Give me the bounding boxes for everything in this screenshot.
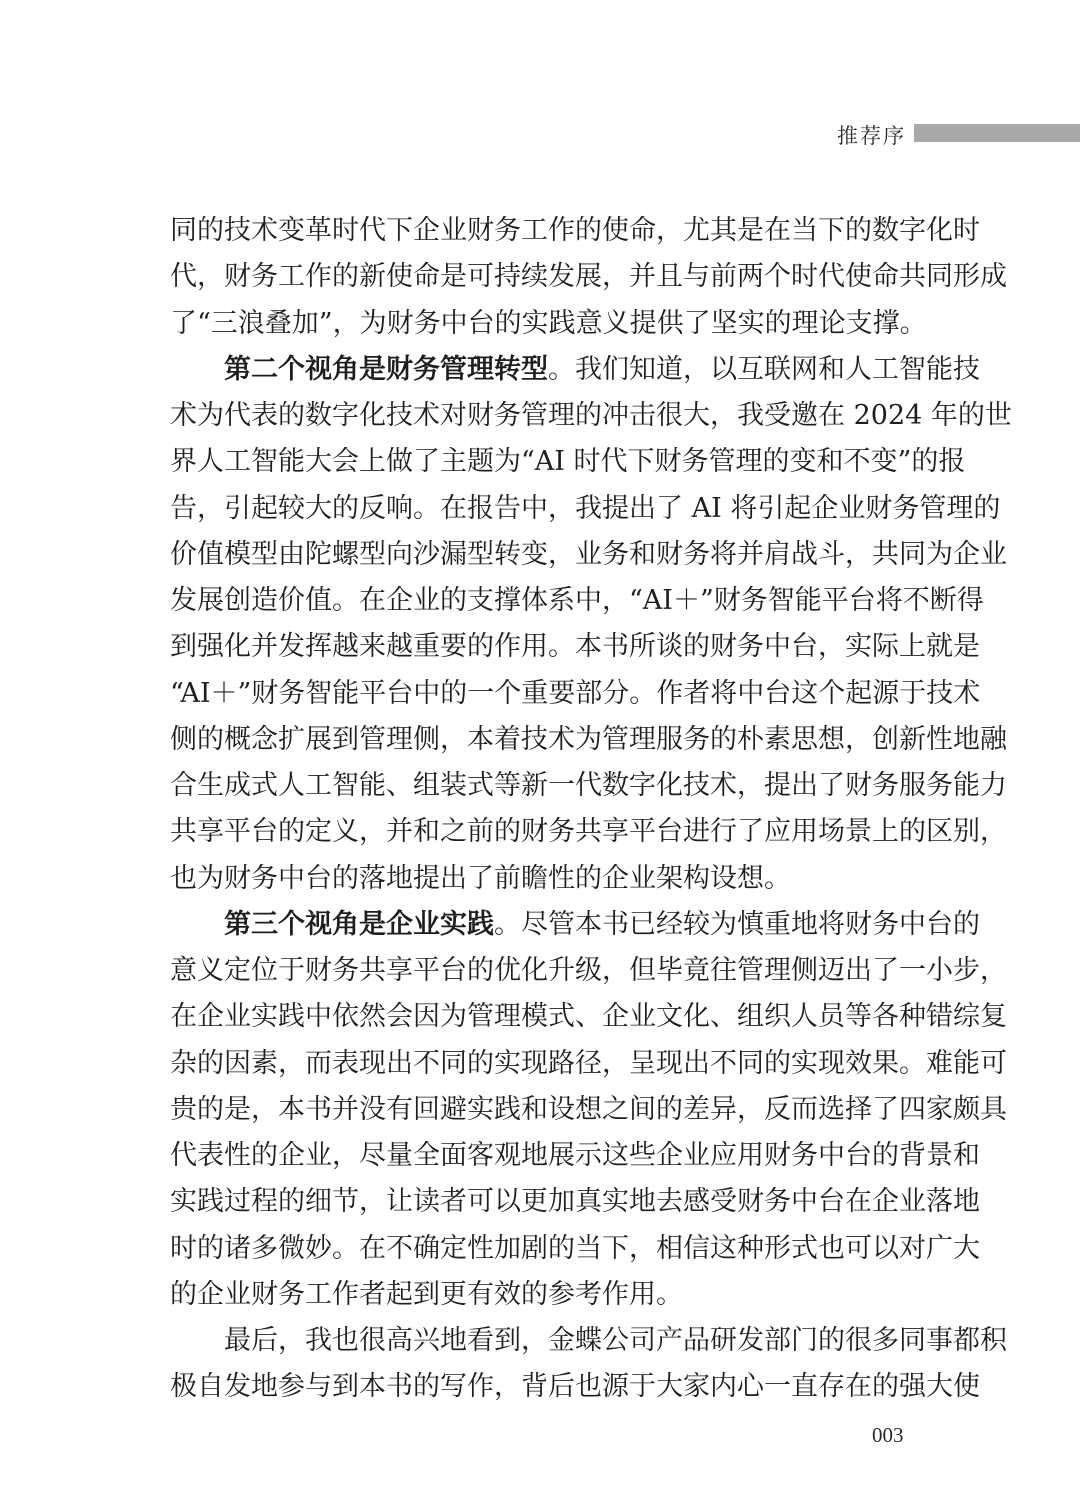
header-decorative-bar: [914, 124, 1080, 142]
text-line: 了“三浪叠加”，为财务中台的实践意义提供了坚实的理论支撑。: [170, 307, 927, 339]
paragraph: [170, 902, 1007, 1318]
text-line: 告，引起较大的反响。在报告中，我提出了 AI 将引起企业财务管理的: [170, 492, 1001, 524]
body-text: [170, 208, 1012, 1411]
paragraph: [170, 208, 1007, 347]
text-line: 第三个视角是企业实践。尽管本书已经较为慎重地将财务中台的: [224, 908, 980, 940]
paragraph-heading: 第二个视角是财务管理转型: [224, 353, 548, 385]
text-line: 同的技术变革时代下企业财务工作的使命，尤其是在当下的数字化时: [170, 215, 980, 246]
section-label: 推荐序: [837, 124, 906, 148]
text-line: 极自发地参与到本书的写作，背后也源于大家内心一直存在的强大使: [170, 1371, 980, 1403]
text-line: 共享平台的定义，并和之前的财务共享平台进行了应用场景上的区别，: [170, 816, 1007, 848]
text-line: 价值模型由陀螺型向沙漏型转变，业务和财务将并肩战斗，共同为企业: [170, 538, 1007, 570]
text-line: 意义定位于财务共享平台的优化升级，但毕竟往管理侧迈出了一小步，: [170, 955, 1007, 986]
text-line: 发展创造价值。在企业的支撑体系中，“AI＋”财务智能平台将不断得: [170, 585, 984, 616]
text-line: 也为财务中台的落地提出了前瞻性的企业架构设想。: [170, 862, 791, 894]
text-line: 侧的概念扩展到管理侧，本着技术为管理服务的朴素思想，创新性地融: [170, 723, 1007, 755]
paragraph: [170, 1318, 1007, 1411]
text-line: 的企业财务工作者起到更有效的参考作用。: [170, 1278, 683, 1310]
text-line: 到强化并发挥越来越重要的作用。本书所谈的财务中台，实际上就是: [170, 631, 980, 663]
text-line: 时的诸多微妙。在不确定性加剧的当下，相信这种形式也可以对广大: [170, 1232, 980, 1264]
paragraph: [170, 347, 1012, 902]
text-line: 第二个视角是财务管理转型。我们知道，以互联网和人工智能技: [224, 353, 980, 385]
text-line: 代表性的企业，尽量全面客观地展示这些企业应用财务中台的背景和: [170, 1140, 980, 1171]
text-line: 在企业实践中依然会因为管理模式、企业文化、组织人员等各种错综复: [170, 1001, 1007, 1033]
text-line: 杂的因素，而表现出不同的实现路径，呈现出不同的实现效果。难能可: [170, 1047, 1007, 1079]
text-line: 界人工智能大会上做了主题为“AI 时代下财务管理的变和不变”的报: [170, 446, 966, 478]
paragraph-heading: 第三个视角是企业实践: [224, 908, 494, 940]
text-line: 实践过程的细节，让读者可以更加真实地去感受财务中台在企业落地: [170, 1186, 980, 1218]
text-line: 代，财务工作的新使命是可持续发展，并且与前两个时代使命共同形成: [170, 261, 1007, 293]
text-line: 术为代表的数字化技术对财务管理的冲击很大，我受邀在 2024 年的世: [170, 400, 1012, 431]
text-line: 最后，我也很高兴地看到，金蝶公司产品研发部门的很多同事都积: [224, 1325, 1007, 1356]
text-line: “AI＋”财务智能平台中的一个重要部分。作者将中台这个起源于技术: [170, 677, 981, 709]
running-header: [0, 118, 1080, 148]
page-number: 003: [872, 1423, 904, 1447]
text-line: 贵的是，本书并没有回避实践和设想之间的差异，反而选择了四家颇具: [170, 1093, 1007, 1125]
text-line: 合生成式人工智能、组装式等新一代数字化技术，提出了财务服务能力: [170, 770, 1007, 801]
